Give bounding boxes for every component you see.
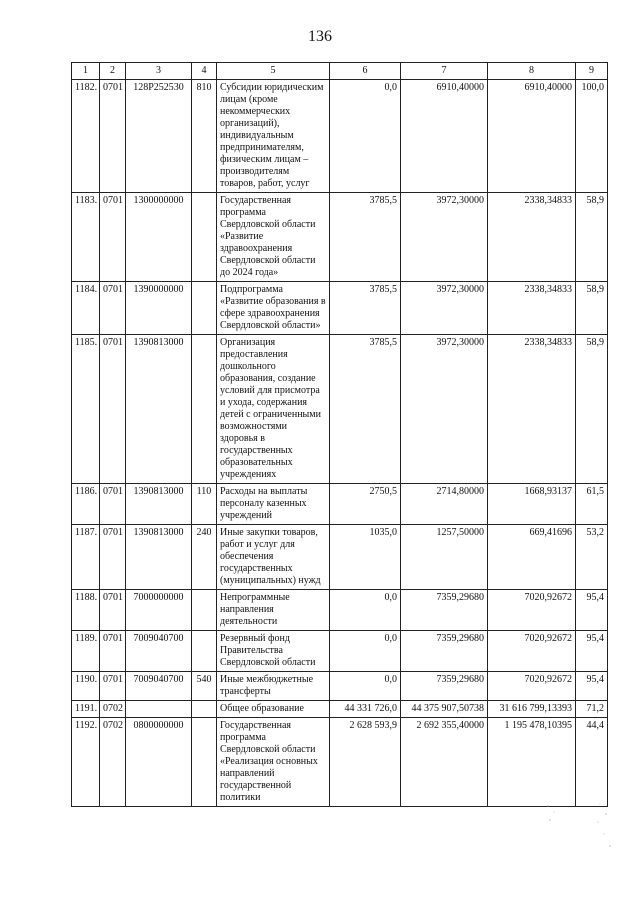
row-number: 1189. <box>72 631 100 672</box>
approved-amount: 0,0 <box>330 672 401 701</box>
approved-amount: 2 628 593,9 <box>330 718 401 807</box>
expense-type-code <box>192 193 217 282</box>
target-article-code: 0800000000 <box>126 718 192 807</box>
executed-amount: 2338,34833 <box>488 193 576 282</box>
column-header: 5 <box>217 63 330 80</box>
execution-percent: 71,2 <box>576 701 608 718</box>
execution-percent: 61,5 <box>576 484 608 525</box>
target-article-code <box>126 701 192 718</box>
execution-percent: 100,0 <box>576 80 608 193</box>
section-code: 0701 <box>100 631 126 672</box>
column-header: 8 <box>488 63 576 80</box>
table-row <box>72 484 608 525</box>
target-article-code: 128P252530 <box>126 80 192 193</box>
target-article-code: 1390813000 <box>126 525 192 590</box>
section-code: 0701 <box>100 80 126 193</box>
section-code: 0702 <box>100 701 126 718</box>
expense-type-code <box>192 282 217 335</box>
table-row <box>72 701 608 718</box>
execution-percent: 58,9 <box>576 282 608 335</box>
refined-amount: 7359,29680 <box>401 672 488 701</box>
row-number: 1184. <box>72 282 100 335</box>
execution-percent: 58,9 <box>576 193 608 282</box>
execution-percent: 95,4 <box>576 590 608 631</box>
section-code: 0701 <box>100 484 126 525</box>
execution-percent: 53,2 <box>576 525 608 590</box>
approved-amount: 3785,5 <box>330 335 401 484</box>
item-name: Резервный фонд Правительства Свердловской области <box>217 631 330 672</box>
column-header: 1 <box>72 63 100 80</box>
expense-type-code: 810 <box>192 80 217 193</box>
expense-type-code <box>192 335 217 484</box>
section-code: 0701 <box>100 525 126 590</box>
table-body <box>72 80 608 807</box>
refined-amount: 7359,29680 <box>401 631 488 672</box>
executed-amount: 7020,92672 <box>488 631 576 672</box>
column-header: 4 <box>192 63 217 80</box>
row-number: 1185. <box>72 335 100 484</box>
refined-amount: 2714,80000 <box>401 484 488 525</box>
refined-amount: 44 375 907,50738 <box>401 701 488 718</box>
refined-amount: 7359,29680 <box>401 590 488 631</box>
expense-type-code: 110 <box>192 484 217 525</box>
table-row <box>72 80 608 193</box>
expense-type-code <box>192 701 217 718</box>
approved-amount: 0,0 <box>330 590 401 631</box>
target-article-code: 7009040700 <box>126 631 192 672</box>
target-article-code: 1390813000 <box>126 335 192 484</box>
section-code: 0701 <box>100 335 126 484</box>
executed-amount: 31 616 799,13393 <box>488 701 576 718</box>
table-row <box>72 525 608 590</box>
row-number: 1182. <box>72 80 100 193</box>
expense-type-code <box>192 718 217 807</box>
table-row <box>72 718 608 807</box>
refined-amount: 2 692 355,40000 <box>401 718 488 807</box>
target-article-code: 1390000000 <box>126 282 192 335</box>
row-number: 1187. <box>72 525 100 590</box>
expense-type-code: 540 <box>192 672 217 701</box>
section-code: 0701 <box>100 590 126 631</box>
expense-type-code <box>192 590 217 631</box>
expense-type-code: 240 <box>192 525 217 590</box>
approved-amount: 2750,5 <box>330 484 401 525</box>
execution-percent: 58,9 <box>576 335 608 484</box>
executed-amount: 1668,93137 <box>488 484 576 525</box>
column-header: 6 <box>330 63 401 80</box>
header-row <box>72 63 608 80</box>
item-name: Расходы на выплаты персоналу казенных учреждений <box>217 484 330 525</box>
item-name: Иные межбюджетные трансферты <box>217 672 330 701</box>
approved-amount: 0,0 <box>330 80 401 193</box>
row-number: 1188. <box>72 590 100 631</box>
executed-amount: 669,41696 <box>488 525 576 590</box>
column-header: 2 <box>100 63 126 80</box>
execution-percent: 95,4 <box>576 672 608 701</box>
executed-amount: 2338,34833 <box>488 282 576 335</box>
approved-amount: 0,0 <box>330 631 401 672</box>
scan-noise-dots <box>540 800 620 860</box>
refined-amount: 3972,30000 <box>401 193 488 282</box>
refined-amount: 3972,30000 <box>401 335 488 484</box>
section-code: 0702 <box>100 718 126 807</box>
item-name: Общее образование <box>217 701 330 718</box>
item-name: Субсидии юридическим лицам (кроме некоммерческих организаций), индивидуальным предпринимателям, физическим лицам – производителям товаров, работ, услуг <box>217 80 330 193</box>
column-header: 9 <box>576 63 608 80</box>
column-header: 7 <box>401 63 488 80</box>
item-name: Государственная программа Свердловской области «Реализация основных направлений государственной политики <box>217 718 330 807</box>
table-row <box>72 193 608 282</box>
approved-amount: 1035,0 <box>330 525 401 590</box>
item-name: Иные закупки товаров, работ и услуг для обеспечения государственных (муниципальных) нужд <box>217 525 330 590</box>
target-article-code: 1300000000 <box>126 193 192 282</box>
refined-amount: 3972,30000 <box>401 282 488 335</box>
table-row <box>72 335 608 484</box>
section-code: 0701 <box>100 193 126 282</box>
item-name: Непрограммные направления деятельности <box>217 590 330 631</box>
executed-amount: 2338,34833 <box>488 335 576 484</box>
section-code: 0701 <box>100 282 126 335</box>
execution-percent: 95,4 <box>576 631 608 672</box>
table-row <box>72 672 608 701</box>
item-name: Государственная программа Свердловской области «Развитие здравоохранения Свердловской области до 2024 года» <box>217 193 330 282</box>
row-number: 1191. <box>72 701 100 718</box>
target-article-code: 1390813000 <box>126 484 192 525</box>
budget-table <box>71 62 608 807</box>
executed-amount: 7020,92672 <box>488 590 576 631</box>
executed-amount: 6910,40000 <box>488 80 576 193</box>
page-number: 136 <box>308 28 332 45</box>
approved-amount: 3785,5 <box>330 282 401 335</box>
refined-amount: 6910,40000 <box>401 80 488 193</box>
row-number: 1190. <box>72 672 100 701</box>
approved-amount: 3785,5 <box>330 193 401 282</box>
expense-type-code <box>192 631 217 672</box>
item-name: Организация предоставления дошкольного образования, создание условий для присмотра и ухода, содержания детей с ограниченными возможностями здоровья в государственных образовательных учреждениях <box>217 335 330 484</box>
approved-amount: 44 331 726,0 <box>330 701 401 718</box>
table-row <box>72 282 608 335</box>
executed-amount: 7020,92672 <box>488 672 576 701</box>
refined-amount: 1257,50000 <box>401 525 488 590</box>
row-number: 1186. <box>72 484 100 525</box>
table-row <box>72 631 608 672</box>
execution-percent: 44,4 <box>576 718 608 807</box>
table-row <box>72 590 608 631</box>
target-article-code: 7000000000 <box>126 590 192 631</box>
target-article-code: 7009040700 <box>126 672 192 701</box>
item-name: Подпрограмма «Развитие образования в сфере здравоохранения Свердловской области» <box>217 282 330 335</box>
row-number: 1183. <box>72 193 100 282</box>
column-header: 3 <box>126 63 192 80</box>
section-code: 0701 <box>100 672 126 701</box>
row-number: 1192. <box>72 718 100 807</box>
executed-amount: 1 195 478,10395 <box>488 718 576 807</box>
